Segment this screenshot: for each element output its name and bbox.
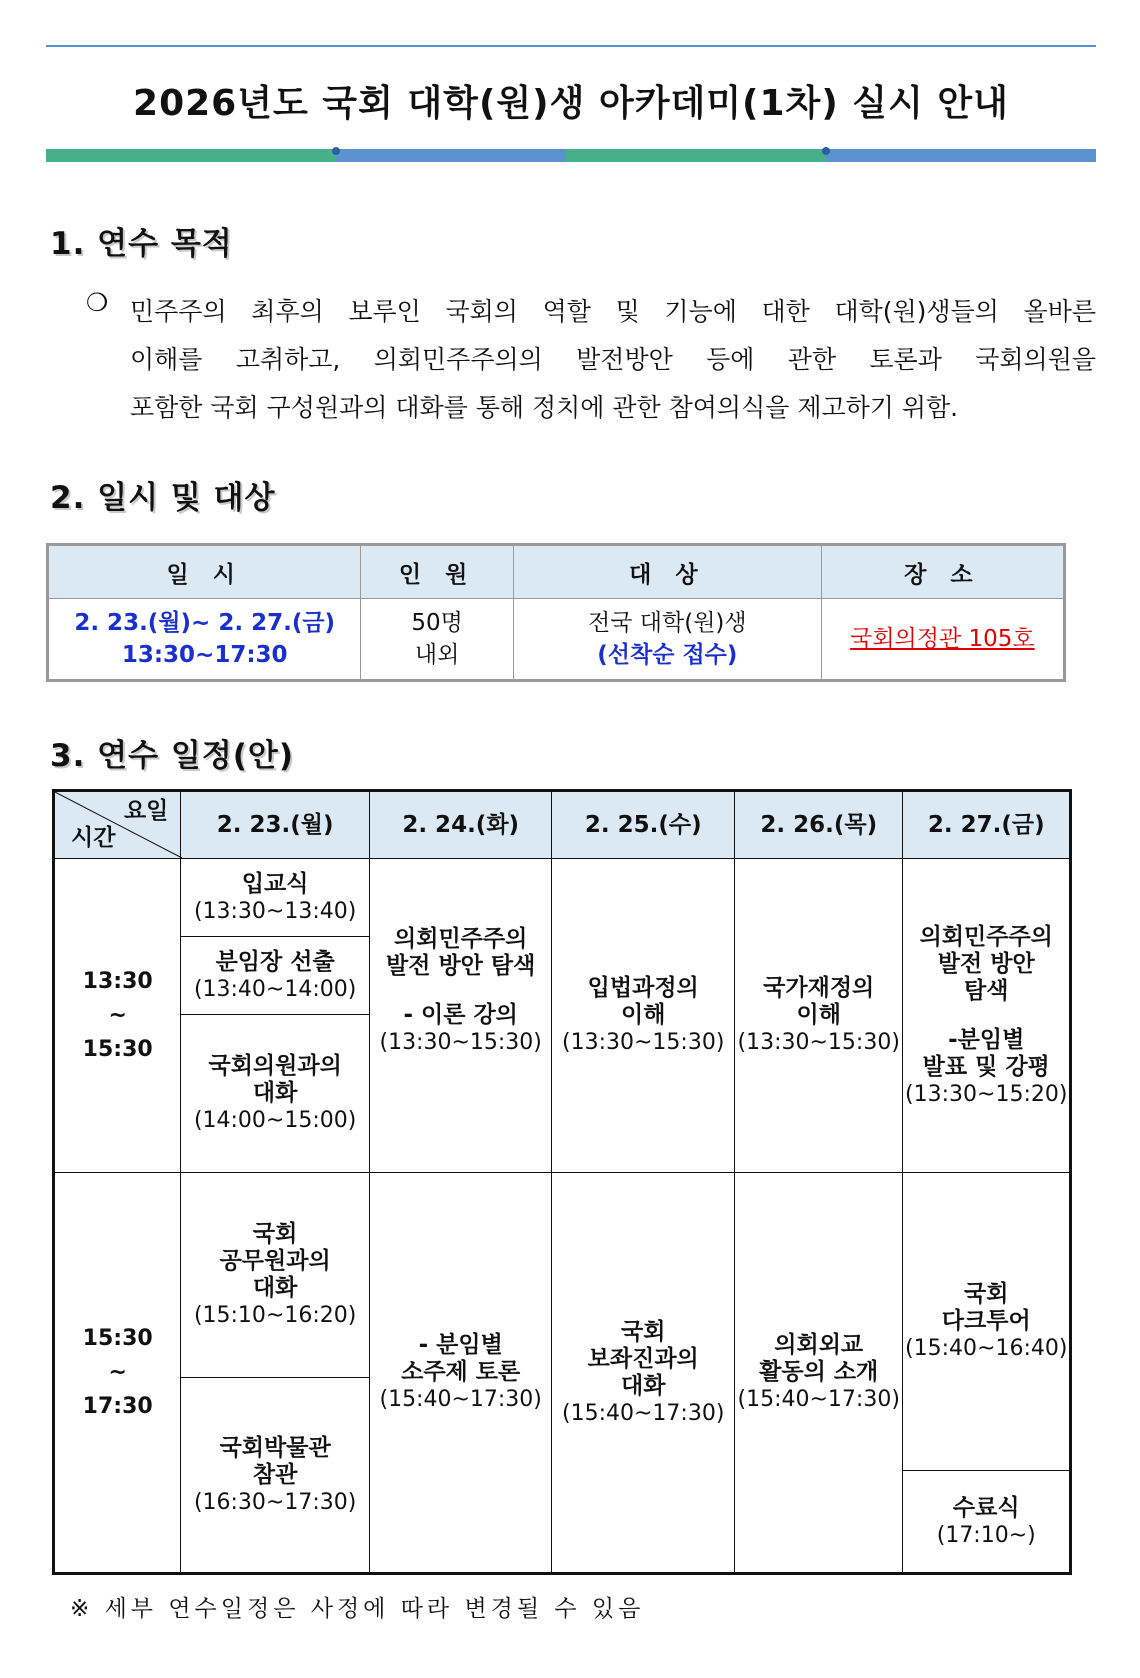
- place-text: 국회의정관 105호: [850, 626, 1035, 652]
- tue-s2-time: (15:40~17:30): [379, 1387, 542, 1412]
- slot-1-end: 15:30: [82, 1036, 153, 1062]
- wed-s2-time: (15:40~17:30): [562, 1400, 725, 1426]
- target-cell: [513, 599, 821, 681]
- fri-tour-title-1: 국회: [964, 1281, 1009, 1307]
- fri-s1-title-3: 탐색: [964, 977, 1009, 1004]
- tue-s1-title-1: 의회민주주의: [394, 925, 528, 952]
- slot-1-start: 13:30: [82, 968, 153, 994]
- thu-session-2: [734, 1173, 902, 1574]
- corner-day-label: 요일: [123, 798, 169, 824]
- wed-s1-title-1: 입법과정의: [587, 975, 699, 1001]
- wed-s1-time: (13:30~15:30): [562, 1030, 725, 1055]
- fri-s1-title-1: 의회민주주의: [919, 923, 1053, 950]
- slot-2-sep: ~: [108, 1359, 127, 1385]
- thu-s1-time: (13:30~15:30): [737, 1030, 900, 1055]
- wed-session-1: [552, 859, 735, 1173]
- day-header-fri: 2. 27.(금): [903, 791, 1071, 859]
- mon-lawmaker-title-1: 국회의원과의: [208, 1053, 342, 1079]
- mon-staff-title-3: 대화: [252, 1275, 298, 1301]
- mon-opening-title: 입교식: [241, 870, 309, 897]
- wed-s2-title-1: 국회: [621, 1318, 666, 1345]
- mon-leader-election: [181, 937, 370, 1015]
- slot-2-start: 15:30: [82, 1325, 153, 1351]
- purpose-line-2: 이해를 고취하고, 의회민주주의의 발전방안 등에 관한 토론과 국회의원을: [130, 345, 1096, 374]
- mon-museum-title-1: 국회박물관: [219, 1434, 331, 1461]
- time-slot-2: [54, 1173, 181, 1574]
- section-1-heading: 1. 연수 목적: [50, 226, 233, 262]
- mon-leader-title: 분임장 선출: [215, 948, 335, 975]
- people-count: 50명: [411, 610, 463, 636]
- time-slot-1: [54, 859, 181, 1173]
- slot-2-end: 17:30: [82, 1393, 153, 1419]
- people-qualifier: 내외: [414, 642, 460, 668]
- mon-lawmaker-title-2: 대화: [252, 1080, 298, 1106]
- mon-lawmaker-talk: [181, 1015, 370, 1173]
- place-cell: [821, 599, 1064, 681]
- section-2-heading: 2. 일시 및 대상: [50, 480, 276, 516]
- fri-s1-sub-1: -분임별: [948, 1026, 1025, 1053]
- tue-s2-title-1: - 분임별: [418, 1332, 503, 1358]
- thu-s1-title-1: 국가재정의: [763, 975, 875, 1001]
- fri-s1-time: (13:30~15:20): [905, 1081, 1068, 1107]
- target-note: (선착순 접수): [597, 642, 738, 668]
- mon-museum-title-2: 참관: [252, 1461, 298, 1488]
- fri-closing: [903, 1471, 1071, 1574]
- title-decor-band: [46, 146, 1096, 164]
- mon-leader-time: (13:40~14:00): [193, 976, 357, 1002]
- purpose-line-3: 포함한 국회 구성원과의 대화를 통해 정치에 관한 참여의식을 제고하기 위함.: [130, 393, 959, 422]
- thu-session-1: [734, 859, 902, 1173]
- fri-s1-title-2: 발전 방안: [937, 950, 1035, 977]
- corner-header: [54, 791, 181, 859]
- date-range: 2. 23.(월)~ 2. 27.(금): [74, 610, 336, 636]
- header-date: 일 시: [48, 545, 361, 599]
- day-header-thu: 2. 26.(목): [734, 791, 902, 859]
- wed-s1-title-2: 이해: [621, 1002, 666, 1028]
- document-title: 2026년도 국회 대학(원)생 아카데미(1차) 실시 안내: [133, 83, 1009, 124]
- wed-session-2: [552, 1173, 735, 1574]
- mon-opening-time: (13:30~13:40): [193, 898, 357, 924]
- mon-staff-title-2: 공무원과의: [219, 1248, 331, 1274]
- circle-bullet-icon: ❍: [86, 288, 109, 317]
- fri-dark-tour: [903, 1173, 1071, 1471]
- schedule-note: ※ 세부 연수일정은 사정에 따라 변경될 수 있음: [70, 1596, 645, 1622]
- tue-session-1: [369, 859, 552, 1173]
- header-people: 인 원: [361, 545, 514, 599]
- mon-museum-time: (16:30~17:30): [193, 1489, 357, 1515]
- tue-s1-sub: - 이론 강의: [403, 1001, 518, 1028]
- tue-session-2: [369, 1173, 552, 1574]
- wed-s2-title-2: 보좌진과의: [587, 1345, 699, 1372]
- date-cell: [48, 599, 361, 681]
- section-3-heading: 3. 연수 일정(안): [50, 738, 294, 774]
- target-group: 전국 대학(원)생: [588, 610, 747, 636]
- tue-s1-title-2: 발전 방안 탐색: [386, 952, 536, 979]
- slot-1-sep: ~: [108, 1002, 127, 1028]
- header-target: 대 상: [513, 545, 821, 599]
- thu-s1-title-2: 이해: [796, 1002, 841, 1028]
- section-1-body: [86, 288, 1096, 432]
- schedule-table: [52, 789, 1072, 1575]
- day-header-mon: 2. 23.(월): [181, 791, 370, 859]
- mon-staff-time: (15:10~16:20): [193, 1303, 357, 1328]
- fri-tour-time: (15:40~16:40): [905, 1336, 1068, 1361]
- thu-s2-title-2: 활동의 소개: [759, 1359, 879, 1385]
- fri-closing-title: 수료식: [952, 1494, 1020, 1521]
- header-place: 장 소: [821, 545, 1064, 599]
- purpose-line-1: 민주주의 최후의 보루인 국회의 역할 및 기능에 대한 대학(원)생들의 올바른: [130, 297, 1096, 326]
- thu-s2-title-1: 의회외교: [774, 1332, 864, 1358]
- fri-s1-sub-2: 발표 및 강평: [922, 1053, 1050, 1080]
- corner-time-label: 시간: [71, 825, 116, 851]
- people-cell: [361, 599, 514, 681]
- top-rule: [46, 45, 1096, 47]
- tue-s2-title-2: 소주제 토론: [401, 1359, 521, 1385]
- thu-s2-time: (15:40~17:30): [737, 1387, 900, 1412]
- fri-tour-title-2: 다크투어: [941, 1308, 1031, 1334]
- day-header-tue: 2. 24.(화): [369, 791, 552, 859]
- overview-table: [46, 543, 1066, 682]
- mon-museum-visit: [181, 1378, 370, 1574]
- tue-s1-time: (13:30~15:30): [379, 1029, 542, 1055]
- fri-session-1: [903, 859, 1071, 1173]
- mon-staff-title-1: 국회: [252, 1221, 298, 1247]
- mon-staff-talk: [181, 1173, 370, 1378]
- mon-opening: [181, 859, 370, 937]
- day-header-wed: 2. 25.(수): [552, 791, 735, 859]
- time-range: 13:30~17:30: [121, 642, 288, 668]
- mon-lawmaker-time: (14:00~15:00): [193, 1108, 357, 1133]
- wed-s2-title-3: 대화: [621, 1372, 666, 1399]
- fri-closing-time: (17:10~): [936, 1522, 1036, 1548]
